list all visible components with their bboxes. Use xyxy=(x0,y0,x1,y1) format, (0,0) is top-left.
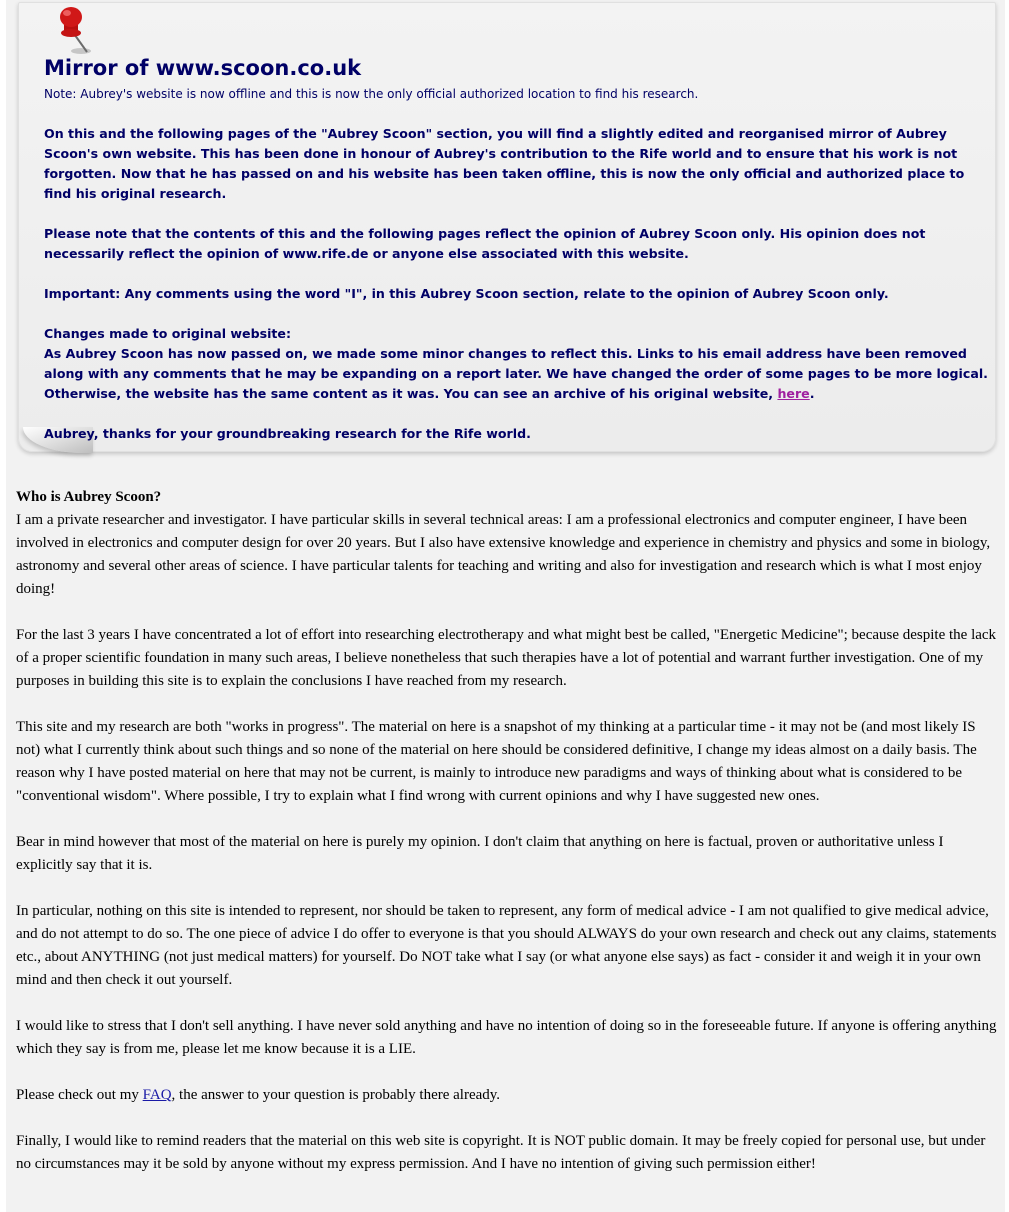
mirror-title: Mirror of www.scoon.co.uk xyxy=(44,56,362,80)
faq-link[interactable]: FAQ xyxy=(142,1087,172,1103)
no-sales-paragraph: I would like to stress that I don't sell anything. I have never sold anything and have no intention of doing so in the foreseeable future. If anyone is offering anything which they say is from me, please let me know because it is a LIE. xyxy=(16,1018,997,1057)
archive-here-link[interactable]: here xyxy=(777,386,810,401)
notice-body xyxy=(44,124,989,464)
copyright-paragraph: Finally, I would like to remind readers that the material on this web site is copyright. It is NOT public domain. It may be freely copied for personal use, but under no circumstances may it be sold by anyone without my express permission. And I have no intention of giving such permission either! xyxy=(16,1133,986,1172)
faq-after: , the answer to your question is probably there already. xyxy=(171,1087,501,1103)
offline-note: Note: Aubrey's website is now offline and this is now the only official authorized location to find his research. xyxy=(44,87,699,101)
page xyxy=(6,0,1005,1212)
changes-text: As Aubrey Scoon has now passed on, we made some minor changes to reflect this. Links to his email address have been removed along with any comments that he may be expanding on a report later. We have changed the order of some pages to be more logical. Otherwise, the website has the same content as it was. You can see an archive of his original website, xyxy=(44,346,988,401)
notice-paragraph-changes xyxy=(44,324,989,404)
mirror-notice-box xyxy=(18,2,996,452)
medical-advice-paragraph: In particular, nothing on this site is intended to represent, nor should be taken to represent, any form of medical advice - I am not qualified to give medical advice, and do not attempt to do so. The one piece of advice I do offer to everyone is that you should ALWAYS do your own research and check out any claims, statements etc., about ANYTHING (not just medical matters) for yourself. Do NOT take what I say (or what anyone else says) as fact - consider it and weigh it in your own mind and then check it out yourself. xyxy=(16,903,997,988)
section-heading: Who is Aubrey Scoon? xyxy=(16,489,162,505)
works-in-progress-paragraph: This site and my research are both "works in progress". The material on here is a snapshot of my thinking at a particular time - it may not be (and most likely IS not) what I currently think about such things and so none of the material on here should be considered definitive, I change my ideas almost on a daily basis. The reason why I have posted material on here that may not be current, is mainly to introduce new paradigms and ways of thinking about what is considered to be "conventional wisdom". Where possible, I try to explain what I find wrong with current opinions and why I have suggested new ones. xyxy=(16,719,977,804)
opinion-paragraph: Bear in mind however that most of the material on here is purely my opinion. I don't claim that anything on here is factual, proven or authoritative unless I explicitly say that it is. xyxy=(16,834,944,873)
notice-paragraph-mirror: On this and the following pages of the "Aubrey Scoon" section, you will find a slightly edited and reorganised mirror of Aubrey Scoon's own website. This has been done in honour of Aubrey's contribution to the Rife world and to ensure that his work is not forgotten. Now that he has passed on and his website has been taken offline, this is now the only official and authorized place to find his original research. xyxy=(44,126,965,201)
pushpin-icon xyxy=(51,5,99,57)
electrotherapy-paragraph: For the last 3 years I have concentrated a lot of effort into researching electrotherapy and what might best be called, "Energetic Medicine"; because despite the lack of a proper scientific foundation in many such areas, I believe nonetheless that such therapies have a lot of potential and warrant further investigation. One of my purposes in building this site is to explain the conclusions I have reached from my research. xyxy=(16,627,997,689)
faq-paragraph xyxy=(16,1084,1001,1107)
main-content xyxy=(16,486,1001,1199)
notice-paragraph-opinion: Please note that the contents of this and the following pages reflect the opinion of Aubrey Scoon only. His opinion does not necessarily reflect the opinion of www.rife.de or anyone else associated with this website. xyxy=(44,226,926,261)
changes-end: . xyxy=(809,386,815,401)
notice-thanks: Aubrey, thanks for your groundbreaking research for the Rife world. xyxy=(44,426,531,441)
intro-paragraph: I am a private researcher and investigator. I have particular skills in several technical areas: I am a professional electronics and computer engineer, I have been involved in electronics and computer design for over 20 years. But I also have extensive knowledge and experience in chemistry and physics and some in biology, astronomy and several other areas of science. I have particular talents for teaching and writing and also for investigation and research which is what I most enjoy doing! xyxy=(16,512,991,597)
changes-heading: Changes made to original website: xyxy=(44,326,292,341)
faq-before: Please check out my xyxy=(16,1087,143,1103)
notice-paragraph-important: Important: Any comments using the word "I", in this Aubrey Scoon section, relate to the opinion of Aubrey Scoon only. xyxy=(44,286,889,301)
